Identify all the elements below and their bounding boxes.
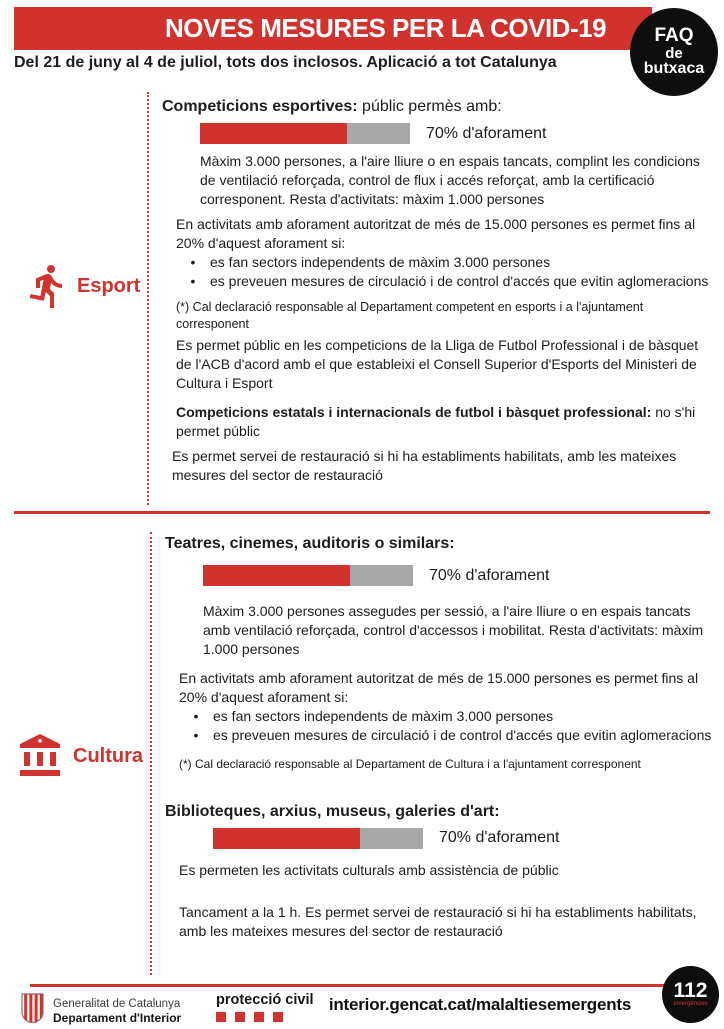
esport-heading-rest: públic permès amb: [357, 98, 502, 115]
esport-para4-lead: Competicions estatals i internacionals de futbol i bàsquet professional: [176, 404, 652, 420]
emergency-112-badge [662, 966, 719, 1023]
capacity-bar-label: 70% d'aforament [439, 829, 560, 846]
esport-heading [162, 97, 713, 116]
esport-para-max-persones: Màxim 3.000 persones, a l'aire lliure o en espais tancats, complint les condicions de ventilació reforçada, control de flux i accés reforçat, amb la certificació corresponent. Resta d'activitats: màxim 1.000 persones [200, 153, 700, 207]
bullet-text: es fan sectors independents de màxim 3.000 persones [210, 254, 551, 270]
capacity-bar-fill [213, 828, 360, 849]
cultura-category [14, 732, 143, 780]
bullet-icon: • [190, 254, 196, 270]
cultura-para-activitats: Es permeten les activitats culturals amb assistència de públic [179, 861, 559, 878]
faq-badge-line2: de [665, 44, 683, 62]
section-cultura [150, 532, 713, 975]
list-item [179, 707, 714, 726]
list-item [176, 253, 711, 272]
capacity-bar [203, 565, 413, 586]
cultura-para-aforament-15000: En activitats amb aforament autoritzat de més de 15.000 persones es permet fins al 20% d'aquest aforament si: [179, 670, 699, 705]
cultura-heading-biblioteques: Biblioteques, arxius, museus, galeries d'art: [165, 802, 500, 820]
footer-divider [30, 984, 712, 987]
red-square-icon [235, 1012, 245, 1022]
faq-badge-line1: FAQ [654, 24, 694, 46]
esport-heading-lead: Competicions esportives: [162, 98, 358, 115]
red-square-icon [254, 1012, 264, 1022]
esport-capacity-bar-row [200, 123, 713, 144]
esport-footnote: (*) Cal declaració responsable al Departament competent en esports i a l'ajuntament corresponent [176, 300, 644, 331]
cultura-label: Cultura [73, 744, 143, 767]
faq-badge-line3: butxaca [643, 60, 705, 78]
esport-para-restauracio: Es permet servei de restauració si hi ha establiments habilitats, amb les mateixes mesures del sector de restauració [172, 448, 677, 483]
esport-category [24, 262, 140, 310]
bullet-icon: • [190, 273, 196, 289]
bullet-icon: • [193, 708, 199, 724]
capacity-bar [213, 828, 423, 849]
capacity-bar [200, 123, 410, 144]
red-square-icon [273, 1012, 283, 1022]
page-title: NOVES MESURES PER LA COVID-19 [164, 13, 607, 43]
generalitat-line1: Generalitat de Catalunya [53, 997, 181, 1010]
list-item [176, 272, 711, 291]
bullet-text: es preveuen mesures de circulació i de control d'accés que evitin aglomeracions [210, 273, 709, 289]
faq-pocket-badge [630, 8, 718, 96]
proteccio-civil-label: protecció civil [216, 992, 314, 1008]
cultura-bullet-list [179, 707, 714, 745]
esport-bullet-list [176, 253, 711, 291]
runner-icon [24, 262, 72, 310]
list-item [179, 726, 714, 745]
esport-label: Esport [77, 274, 141, 297]
cultura-footnote: (*) Cal declaració responsable al Departament de Cultura i a l'ajuntament corresponent [179, 757, 641, 771]
capacity-bar-label: 70% d'aforament [429, 566, 550, 584]
header-bar [14, 7, 652, 50]
capacity-bar-fill [203, 565, 350, 586]
biblioteques-capacity-bar-row [213, 828, 713, 849]
generalitat-line2: Departament d'Interior [53, 1010, 182, 1025]
section-esport [147, 92, 713, 505]
footer-url: interior.gencat.cat/malaltiesemergents [328, 995, 632, 1014]
date-range-subtitle: Del 21 de juny al 4 de juliol, tots dos inclosos. Aplicació a tot Catalunya [14, 54, 557, 71]
esport-para-competicions-estatals [176, 403, 711, 441]
museum-building-icon [14, 732, 66, 780]
red-square-icon [216, 1012, 226, 1022]
section-divider [14, 511, 710, 514]
esport-para-aforament-15000: En activitats amb aforament autoritzat de més de 15.000 persones es permet fins al 20% d'aquest aforament si: [176, 216, 696, 251]
emergency-number: 112 [673, 979, 708, 1002]
cultura-para-max-persones: Màxim 3.000 persones assegudes per sessió, a l'aire lliure o en espais tancats amb ventilació reforçada, control d'accessos i mobilitat. Resta d'activitats: màxim 1.000 persones [203, 603, 704, 657]
emergency-sub-label: emergències [673, 1001, 708, 1007]
cultura-capacity-bar-row [203, 565, 713, 586]
cultura-heading-teatres: Teatres, cinemes, auditoris o similars: [165, 535, 455, 552]
esport-para-lliga-futbol: Es permet públic en les competicions de la Lliga de Futbol Professional i de bàsquet de l'ACB d'acord amb el que estableixi el Consell Superior d'Esports del Ministeri de Cultura i Esport [176, 337, 699, 391]
esport-para4-rest: no s'hi permet públic [176, 404, 696, 439]
generalitat-text [53, 998, 181, 1025]
capacity-bar-label: 70% d'aforament [426, 124, 547, 142]
cultura-para-tancament: Tancament a la 1 h. Es permet servei de restauració si hi ha establiments habilitats, amb les mateixes mesures del sector de restauració [179, 903, 697, 939]
bullet-text: es preveuen mesures de circulació i de control d'accés que evitin aglomeracions [213, 727, 712, 743]
bullet-text: es fan sectors independents de màxim 3.000 persones [213, 708, 554, 724]
capacity-bar-fill [200, 123, 347, 144]
bullet-icon: • [193, 727, 199, 743]
